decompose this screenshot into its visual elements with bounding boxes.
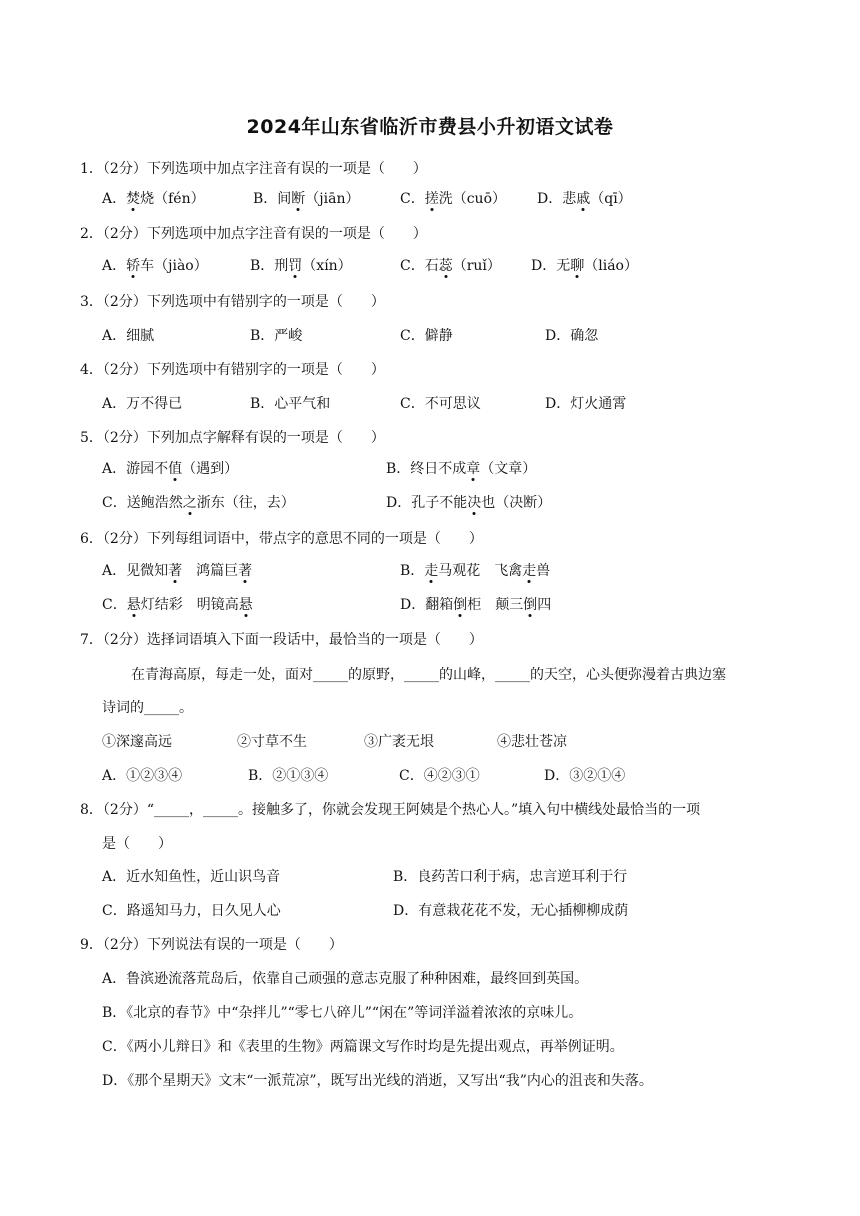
question-5-option-d: D．孔子不能决也（决断） — [386, 492, 551, 512]
question-2-stem: 2．（2分）下列选项中加点字注音有误的一项是（ ） — [80, 226, 427, 242]
question-5-option-a: A．游园不值（遇到） — [102, 458, 238, 478]
question-3-stem: 3．（2分）下列选项中有错别字的一项是（ ） — [80, 294, 385, 310]
question-8-option-a: A．近水知鱼性，近山识鸟音 — [102, 869, 281, 885]
question-7-passage-line-2: 诗词的_____。 — [102, 700, 193, 716]
question-7-choice-3: ③广袤无垠 — [364, 734, 434, 750]
question-6-option-b: B．走马观花 飞禽走兽 — [400, 560, 550, 580]
question-7-option-d: D．③②①④ — [544, 768, 626, 784]
question-3-option-d: D．确忽 — [545, 328, 599, 344]
question-2-option-d: D．无聊（liáo） — [531, 255, 638, 275]
question-4-option-c: C．不可思议 — [400, 396, 481, 412]
question-3-option-c: C．僻静 — [400, 328, 453, 344]
question-7-choice-4: ④悲壮苍凉 — [497, 734, 567, 750]
question-2-option-c: C．石蕊（ruǐ） — [400, 255, 501, 275]
question-1-option-d: D．悲戚（qī） — [537, 188, 632, 208]
question-8-option-d: D．有意栽花花不发，无心插柳柳成荫 — [393, 903, 629, 919]
question-1-option-b: B．间断（jiān） — [253, 188, 359, 208]
question-6-option-d: D．翻箱倒柜 颠三倒四 — [400, 594, 551, 614]
question-5-option-c: C．送鲍浩然之浙东（往，去） — [102, 492, 295, 512]
question-7-option-a: A．①②③④ — [102, 768, 183, 784]
question-9-option-d: D．《那个星期天》文末“一派荒凉”，既写出光线的消逝，又写出“我”内心的沮丧和失落。 — [102, 1073, 653, 1089]
question-9-option-b: B．《北京的春节》中“杂拌儿”“零七八碎儿”“闲在”等词洋溢着浓浓的京味儿。 — [102, 1005, 583, 1021]
question-4-option-b: B．心平气和 — [250, 396, 331, 412]
question-3-option-b: B．严峻 — [250, 328, 303, 344]
question-1-option-c: C．搓洗（cuō） — [400, 188, 506, 208]
question-8-stem: 8．（2分）“_____，_____。接触多了，你就会发现王阿姨是个热心人。”填入句中横线处最恰当的一项 — [80, 802, 701, 818]
question-3-option-a: A．细腻 — [102, 328, 155, 344]
question-7-option-b: B．②①③④ — [248, 768, 329, 784]
question-7-choice-2: ②寸草不生 — [237, 734, 307, 750]
question-5-stem: 5．（2分）下列加点字解释有误的一项是（ ） — [80, 430, 385, 446]
question-9-option-a: A．鲁滨逊流落荒岛后，依靠自己顽强的意志克服了种种困难，最终回到英国。 — [102, 971, 589, 987]
question-9-stem: 9．（2分）下列说法有误的一项是（ ） — [80, 937, 343, 953]
exam-title: 2024年山东省临沂市费县小升初语文试卷 — [246, 116, 614, 138]
question-6-stem: 6．（2分）下列每组词语中，带点字的意思不同的一项是（ ） — [80, 531, 483, 547]
question-4-option-a: A．万不得已 — [102, 396, 183, 412]
question-2-option-b: B．刑罚（xín） — [250, 255, 352, 275]
question-5-option-b: B．终日不成章（文章） — [386, 458, 536, 478]
question-7-passage-line-1: 在青海高原，每走一处，面对_____的原野，_____的山峰，_____的天空，心头便弥漫着古典边塞 — [131, 667, 726, 683]
question-1-option-a: A．焚烧（fén） — [102, 188, 205, 208]
question-4-stem: 4．（2分）下列选项中有错别字的一项是（ ） — [80, 362, 385, 378]
question-9-option-c: C．《两小儿辩日》和《表里的生物》两篇课文写作时均是先提出观点，再举例证明。 — [102, 1039, 624, 1055]
question-8-option-b: B．良药苦口利于病，忠言逆耳利于行 — [393, 869, 628, 885]
question-7-option-c: C．④②③① — [399, 768, 480, 784]
question-7-stem: 7．（2分）选择词语填入下面一段话中，最恰当的一项是（ ） — [80, 632, 483, 648]
question-6-option-c: C．悬灯结彩 明镜高悬 — [102, 594, 253, 614]
question-4-option-d: D．灯火通霄 — [545, 396, 627, 412]
question-8-option-c: C．路遥知马力，日久见人心 — [102, 903, 281, 919]
question-7-choice-1: ①深邃高远 — [102, 734, 172, 750]
question-8-stem-continued: 是（ ） — [102, 836, 172, 852]
question-1-stem: 1．（2分）下列选项中加点字注音有误的一项是（ ） — [80, 161, 427, 177]
question-6-option-a: A．见微知著 鸿篇巨著 — [102, 560, 252, 580]
question-2-option-a: A．轿车（jiào） — [102, 255, 208, 275]
